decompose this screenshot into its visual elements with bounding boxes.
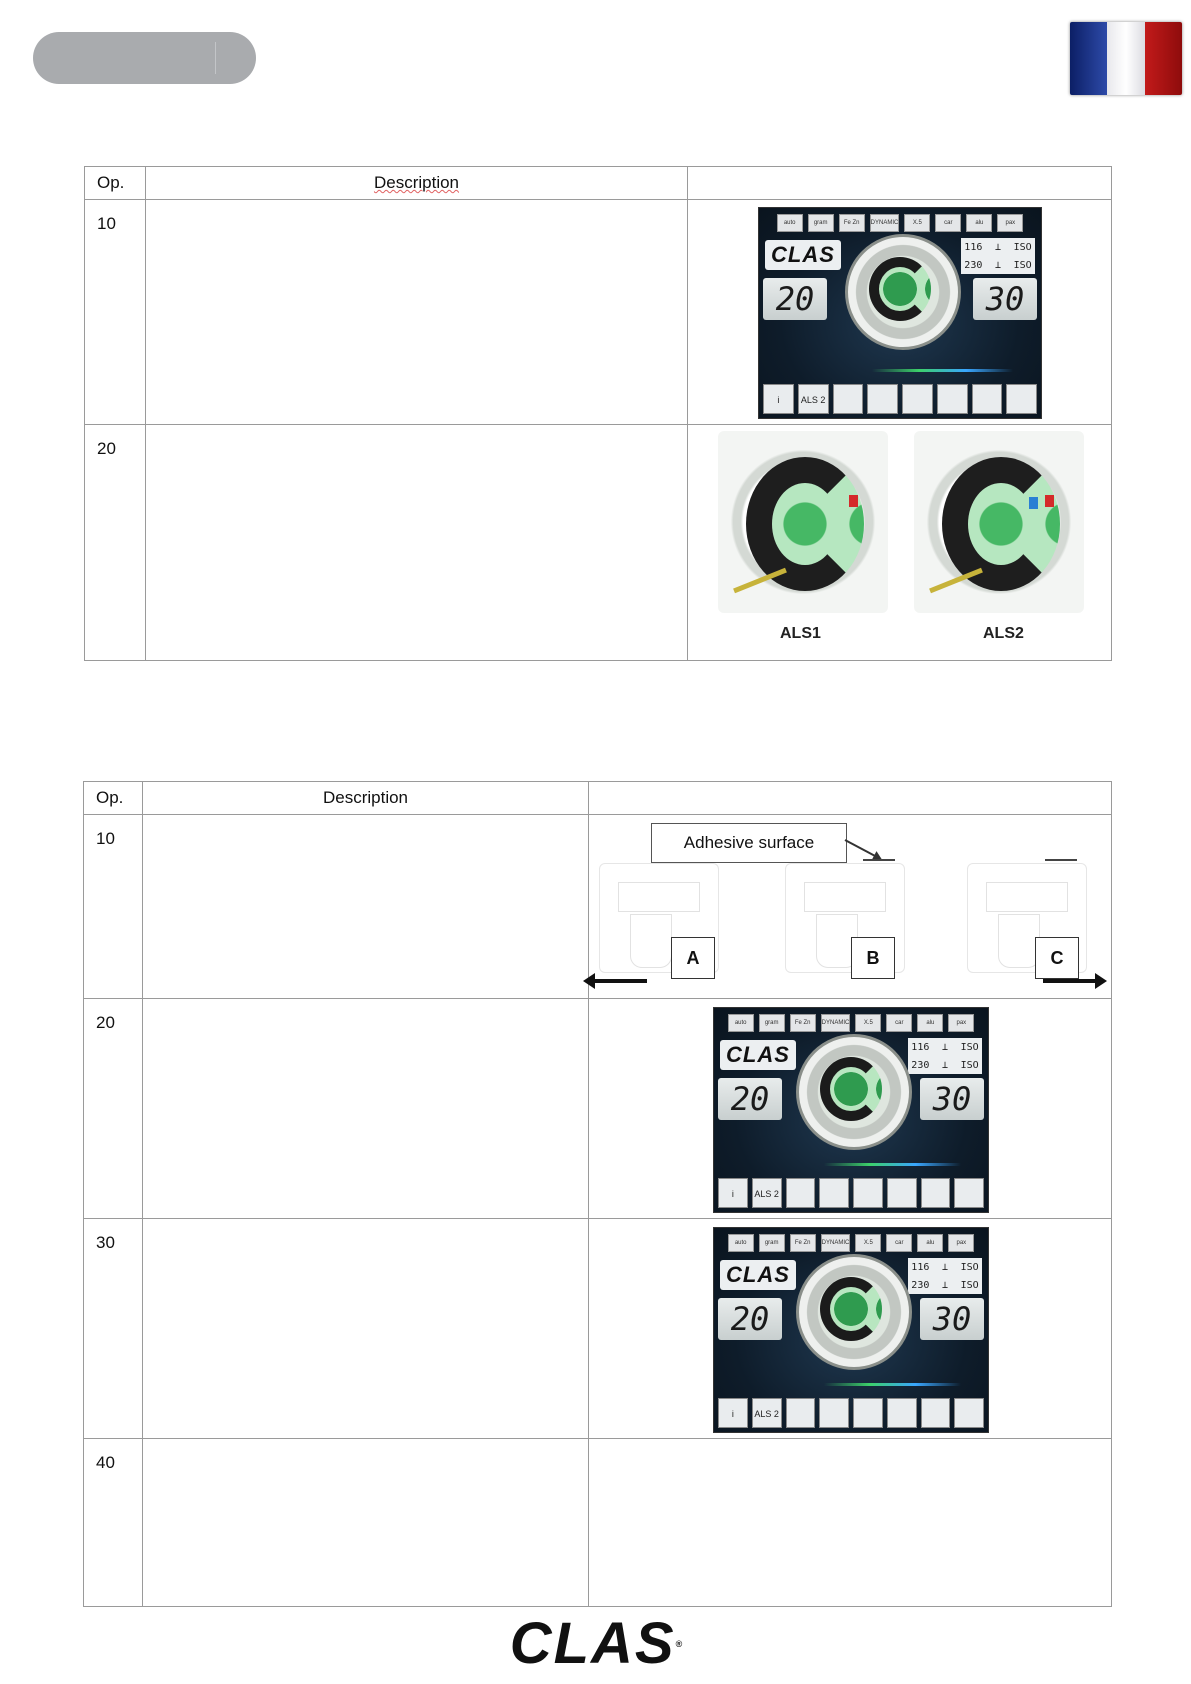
table-row — [85, 200, 1112, 425]
dimension-values: 116 ⟂ ISO 230 ⟂ ISO — [908, 1258, 982, 1294]
right-weight-display: 30 — [920, 1298, 984, 1340]
function-toolbar: i ALS 2 — [718, 1398, 984, 1428]
description-header: Description — [146, 167, 688, 200]
description-header: Description — [143, 782, 589, 815]
description-cell — [146, 425, 688, 661]
op-number: 30 — [84, 1219, 143, 1439]
clas-screen-logo: CLAS — [720, 1260, 796, 1290]
section-tag — [33, 32, 256, 84]
mode-toolbar: auto gram Fe Zn DYNAMIC X.5 car alu pax — [736, 1014, 966, 1032]
image-cell — [589, 1219, 1112, 1439]
table-header — [85, 167, 1112, 200]
image-cell — [688, 425, 1112, 661]
left-weight-display: 20 — [718, 1298, 782, 1340]
balancer-screen — [713, 1007, 989, 1213]
adhesive-surface-callout: Adhesive surface — [651, 823, 847, 863]
description-cell — [143, 1439, 589, 1607]
table-row — [84, 1439, 1112, 1607]
op-header: Op. — [84, 782, 143, 815]
image-cell — [589, 999, 1112, 1219]
dimension-values: 116 ⟂ ISO 230 ⟂ ISO — [908, 1038, 982, 1074]
op-number: 10 — [85, 200, 146, 425]
tire-icon — [869, 257, 931, 321]
op-number: 10 — [84, 815, 143, 999]
description-cell — [146, 200, 688, 425]
op-header: Op. — [85, 167, 146, 200]
position-a-label: A — [671, 937, 715, 979]
table-row — [84, 815, 1112, 999]
mode-toolbar: auto gram Fe Zn DYNAMIC X.5 car alu pax — [781, 214, 1019, 232]
right-weight-display: 30 — [920, 1078, 984, 1120]
mode-toolbar: auto gram Fe Zn DYNAMIC X.5 car alu pax — [736, 1234, 966, 1252]
operation-table-2 — [83, 781, 1112, 1607]
image-header — [589, 782, 1112, 815]
description-cell — [143, 999, 589, 1219]
als2-illustration — [914, 431, 1084, 613]
als2-label: ALS2 — [983, 625, 1024, 642]
tire-icon — [820, 1057, 882, 1121]
function-toolbar: i ALS 2 — [763, 384, 1037, 414]
op-number: 20 — [85, 425, 146, 661]
table-row — [84, 1219, 1112, 1439]
left-weight-display: 20 — [718, 1078, 782, 1120]
clas-screen-logo: CLAS — [765, 240, 841, 270]
als1-label: ALS1 — [780, 625, 821, 642]
image-header — [688, 167, 1112, 200]
description-cell — [143, 1219, 589, 1439]
arrow-right-icon — [1043, 979, 1097, 983]
image-cell — [589, 1439, 1112, 1607]
left-weight-display: 20 — [763, 278, 827, 320]
dimension-values: 116 ⟂ ISO 230 ⟂ ISO — [961, 238, 1035, 274]
position-b-label: B — [851, 937, 895, 979]
op-number: 40 — [84, 1439, 143, 1607]
french-flag-icon — [1070, 22, 1182, 95]
clas-footer-logo: CLAS® — [509, 1611, 685, 1676]
op-number: 20 — [84, 999, 143, 1219]
position-c-label: C — [1035, 937, 1079, 979]
table-row — [85, 425, 1112, 661]
right-weight-display: 30 — [973, 278, 1037, 320]
callout-arrow-icon — [845, 839, 881, 860]
operation-table-1 — [84, 166, 1112, 661]
description-cell — [143, 815, 589, 999]
table-header — [84, 782, 1112, 815]
clas-screen-logo: CLAS — [720, 1040, 796, 1070]
image-cell — [589, 815, 1112, 999]
table-row — [84, 999, 1112, 1219]
balancer-screen — [758, 207, 1042, 419]
tire-icon — [820, 1277, 882, 1341]
balancer-screen — [713, 1227, 989, 1433]
function-toolbar: i ALS 2 — [718, 1178, 984, 1208]
arrow-left-icon — [593, 979, 647, 983]
als1-illustration — [718, 431, 888, 613]
image-cell — [688, 200, 1112, 425]
